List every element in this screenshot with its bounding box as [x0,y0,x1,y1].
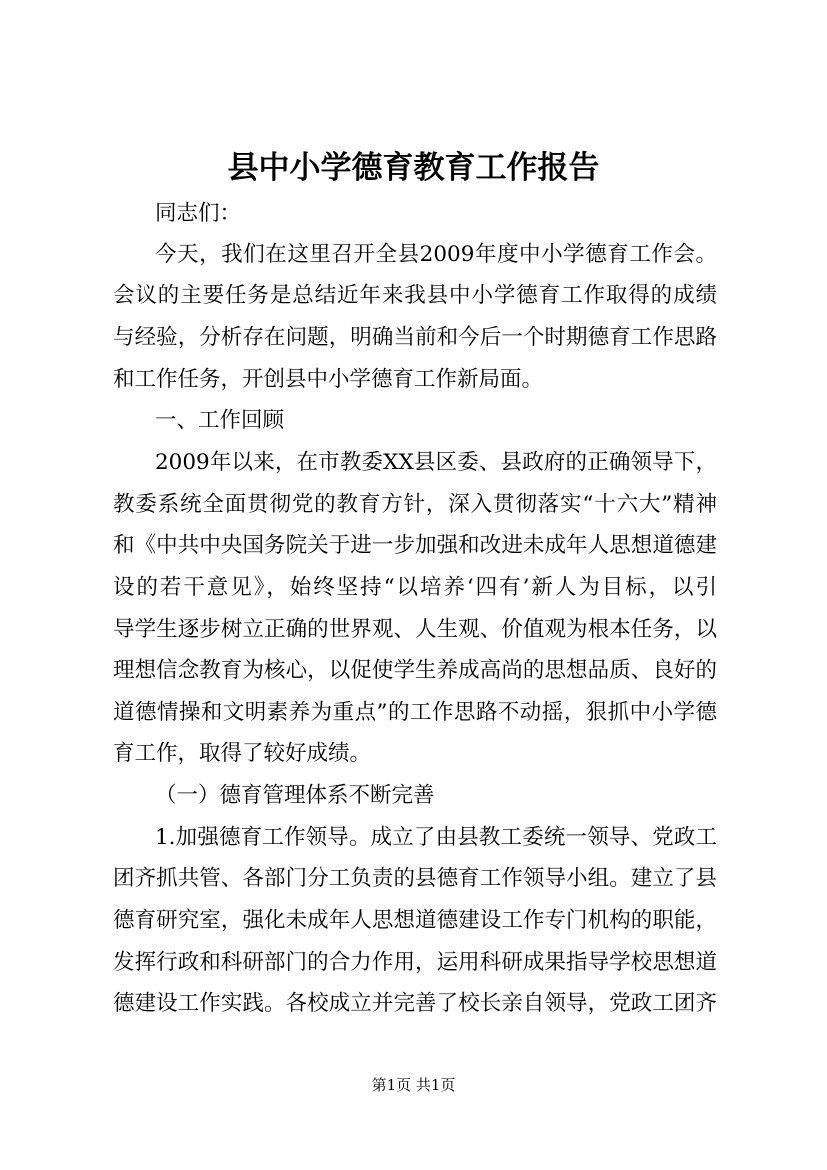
paragraph-line: 德育研究室，强化未成年人思想道德建设工作专门机构的职能， [113,908,717,933]
paragraph-line: 2009年以来，在市教委XX县区委、县政府的正确领导下， [155,450,717,475]
paragraph-line: 团齐抓共管、各部门分工负责的县德育工作领导小组。建立了县 [113,866,717,891]
paragraph-line: 1.加强德育工作领导。成立了由县教工委统一领导、党政工 [155,825,717,850]
paragraph-line: 发挥行政和科研部门的合力作用，运用科研成果指导学校思想道 [113,950,717,975]
paragraph-line: 德建设工作实践。各校成立并完善了校长亲自领导，党政工团齐 [113,991,717,1016]
paragraph-line: 和工作任务，开创县中小学德育工作新局面。 [113,367,544,392]
paragraph-line: 教委系统全面贯彻党的教育方针，深入贯彻落实“十六大”精神 [113,492,717,517]
page-title: 县中小学德育教育工作报告 [227,150,600,186]
paragraph-line: 道德情操和文明素养为重点”的工作思路不动摇，狠抓中小学德 [113,700,717,725]
paragraph-line: 理想信念教育为核心，以促使学生养成高尚的思想品质、良好的 [113,658,717,683]
paragraph-line: 与经验，分析存在问题，明确当前和今后一个时期德育工作思路 [113,325,717,350]
subsection-heading: （一）德育管理体系不断完善 [155,783,435,808]
paragraph-line: 今天，我们在这里召开全县2009年度中小学德育工作会。 [155,242,717,267]
paragraph-line: 会议的主要任务是总结近年来我县中小学德育工作取得的成绩 [113,283,717,308]
paragraph-line: 和《中共中央国务院关于进一步加强和改进未成年人思想道德建 [113,533,717,558]
section-heading: 一、工作回顾 [155,408,285,433]
paragraph-line: 设的若干意见》，始终坚持“以培养‘四有’新人为目标，以引 [113,575,717,600]
paragraph-line: 导学生逐步树立正确的世界观、人生观、价值观为根本任务，以 [113,617,717,642]
salutation: 同志们： [155,201,242,226]
paragraph-line: 育工作，取得了较好成绩。 [113,741,372,766]
page-footer: 第1页 共1页 [371,1076,456,1094]
